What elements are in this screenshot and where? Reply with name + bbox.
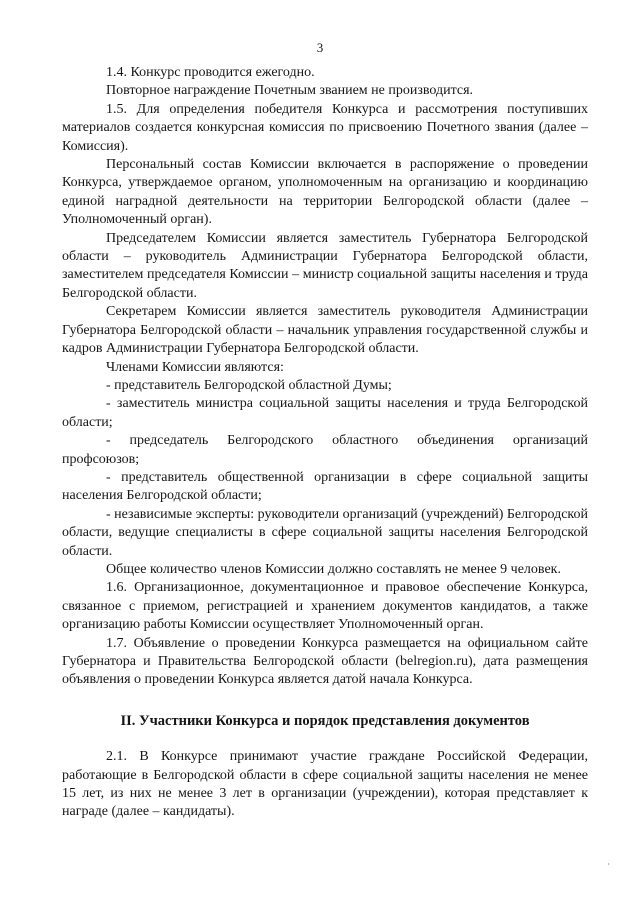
paragraph-1-5: 1.5. Для определения победителя Конкурса и рассмотрения поступивших материалов создается конкурсная комиссия по присвоению Почетного звания (далее – Комиссия). xyxy=(62,101,588,154)
list-item-member-duma: - представитель Белгородской областной Думы; xyxy=(106,377,392,393)
document-body xyxy=(62,64,588,822)
paragraph-1-7: 1.7. Объявление о проведении Конкурса размещается на официальном сайте Губернатора и Правительства Белгородской области (belregion.ru), дата размещения объявления о проведении Конкурса является датой начала Конкурса. xyxy=(62,635,588,688)
list-item-member-deputy-minister: - заместитель министра социальной защиты населения и труда Белгородской области; xyxy=(62,396,588,430)
page-number: 3 xyxy=(316,40,324,55)
paragraph-1-6: 1.6. Организационное, документационное и правовое обеспечение Конкурса, связанное с приемом, регистрацией и хранением документов кандидатов, а также организацию работы Комиссии осуществляет Уполномоченный орган. xyxy=(62,580,588,633)
paragraph-member-count: Общее количество членов Комиссии должно составлять не менее 9 человек. xyxy=(106,561,561,577)
paragraph-chairman: Председателем Комиссии является заместитель Губернатора Белгородской области – руководитель Администрации Губернатора Белгородской области, заместителем председателя Комиссии – министр социальной защиты населения и труда Белгородской области. xyxy=(62,230,588,301)
scan-mark-icon: · xyxy=(607,860,610,869)
paragraph-commission-composition: Персональный состав Комиссии включается в распоряжение о проведении Конкурса, утверждаемое органом, уполномоченным на организацию и координацию единой наградной деятельности на территории Белгородской области (далее – Уполномоченный орган). xyxy=(62,157,588,228)
list-item-member-public-org: - представитель общественной организации в сфере социальной защиты населения Белгородской области; xyxy=(62,469,588,504)
paragraph-1-4: 1.4. Конкурс проводится ежегодно. xyxy=(106,65,315,80)
paragraph-2-1: 2.1. В Конкурсе принимают участие граждане Российской Федерации, работающие в Белгородской области в сфере социальной защиты населения не менее 15 лет, из них не менее 3 лет в организации (учреждении), которая представляет к награде (далее – кандидаты). xyxy=(62,749,588,820)
paragraph-repeat-award: Повторное награждение Почетным званием не производится. xyxy=(106,83,474,99)
list-item-member-trade-unions: - председатель Белгородского областного объединения организаций профсоюзов; xyxy=(62,433,588,467)
paragraph-members-intro: Членами Комиссии являются: xyxy=(106,359,284,375)
list-item-member-experts: - независимые эксперты: руководители организаций (учреждений) Белгородской области, ведущие специалисты в сфере социальной защиты населения Белгородской области. xyxy=(62,506,589,559)
paragraph-secretary: Секретарем Комиссии является заместитель руководителя Администрации Губернатора Белгородской области – начальник управления государственной службы и кадров Администрации Губернатора Белгородской области. xyxy=(62,304,588,357)
section-heading: II. Участники Конкурса и порядок представления документов xyxy=(120,712,530,729)
